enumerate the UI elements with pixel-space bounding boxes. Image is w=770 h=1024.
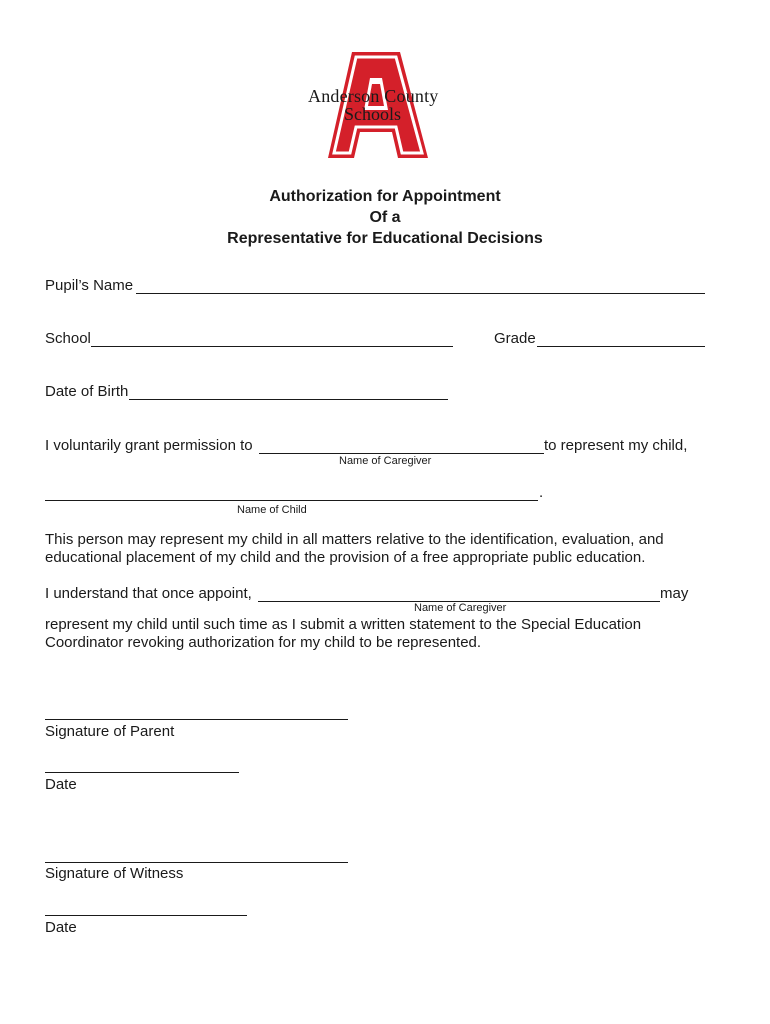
date1-label: Date (45, 776, 77, 793)
dob-field[interactable] (129, 399, 448, 400)
pupil-name-label: Pupil’s Name (45, 277, 134, 294)
school-label: School (45, 330, 91, 347)
child-end-period: . (539, 484, 544, 501)
dob-label: Date of Birth (45, 383, 129, 400)
title-line2: Of a (369, 209, 401, 226)
grade-field[interactable] (537, 346, 705, 347)
child-caption: Name of Child (237, 504, 307, 516)
understand-caregiver-caption: Name of Caregiver (414, 602, 507, 614)
parent-signature-field[interactable] (45, 719, 348, 720)
logo-line2: Schools (344, 104, 402, 124)
logo-line1: Anderson County (308, 86, 439, 106)
caregiver-name-field[interactable] (259, 453, 544, 454)
grant-prefix: I voluntarily grant permission to (45, 437, 253, 454)
understand-line3: Coordinator revoking authorization for my child to be represented. (45, 634, 482, 651)
school-field[interactable] (91, 346, 453, 347)
paragraph1-line2: educational placement of my child and the provision of a free appropriate public education. (45, 549, 646, 566)
anderson-county-schools-logo (300, 48, 460, 160)
understand-line2: represent my child until such time as I submit a written statement to the Special Education (45, 616, 642, 633)
paragraph1-line1: This person may represent my child in all matters relative to the identification, evaluation, and (45, 531, 664, 548)
caregiver-caption: Name of Caregiver (339, 455, 432, 467)
date2-field[interactable] (45, 915, 247, 916)
date1-field[interactable] (45, 772, 239, 773)
date2-label: Date (45, 919, 77, 936)
understand-prefix: I understand that once appoint, (45, 585, 252, 602)
title-line3: Representative for Educational Decisions (227, 230, 543, 247)
witness-signature-field[interactable] (45, 862, 348, 863)
child-name-field[interactable] (45, 500, 538, 501)
grant-suffix: to represent my child, (544, 437, 688, 454)
parent-signature-label: Signature of Parent (45, 723, 175, 740)
understand-suffix: may (660, 585, 689, 602)
title-line1: Authorization for Appointment (269, 188, 501, 205)
grade-label: Grade (494, 330, 536, 347)
witness-signature-label: Signature of Witness (45, 865, 184, 882)
pupil-name-field[interactable] (136, 293, 705, 294)
